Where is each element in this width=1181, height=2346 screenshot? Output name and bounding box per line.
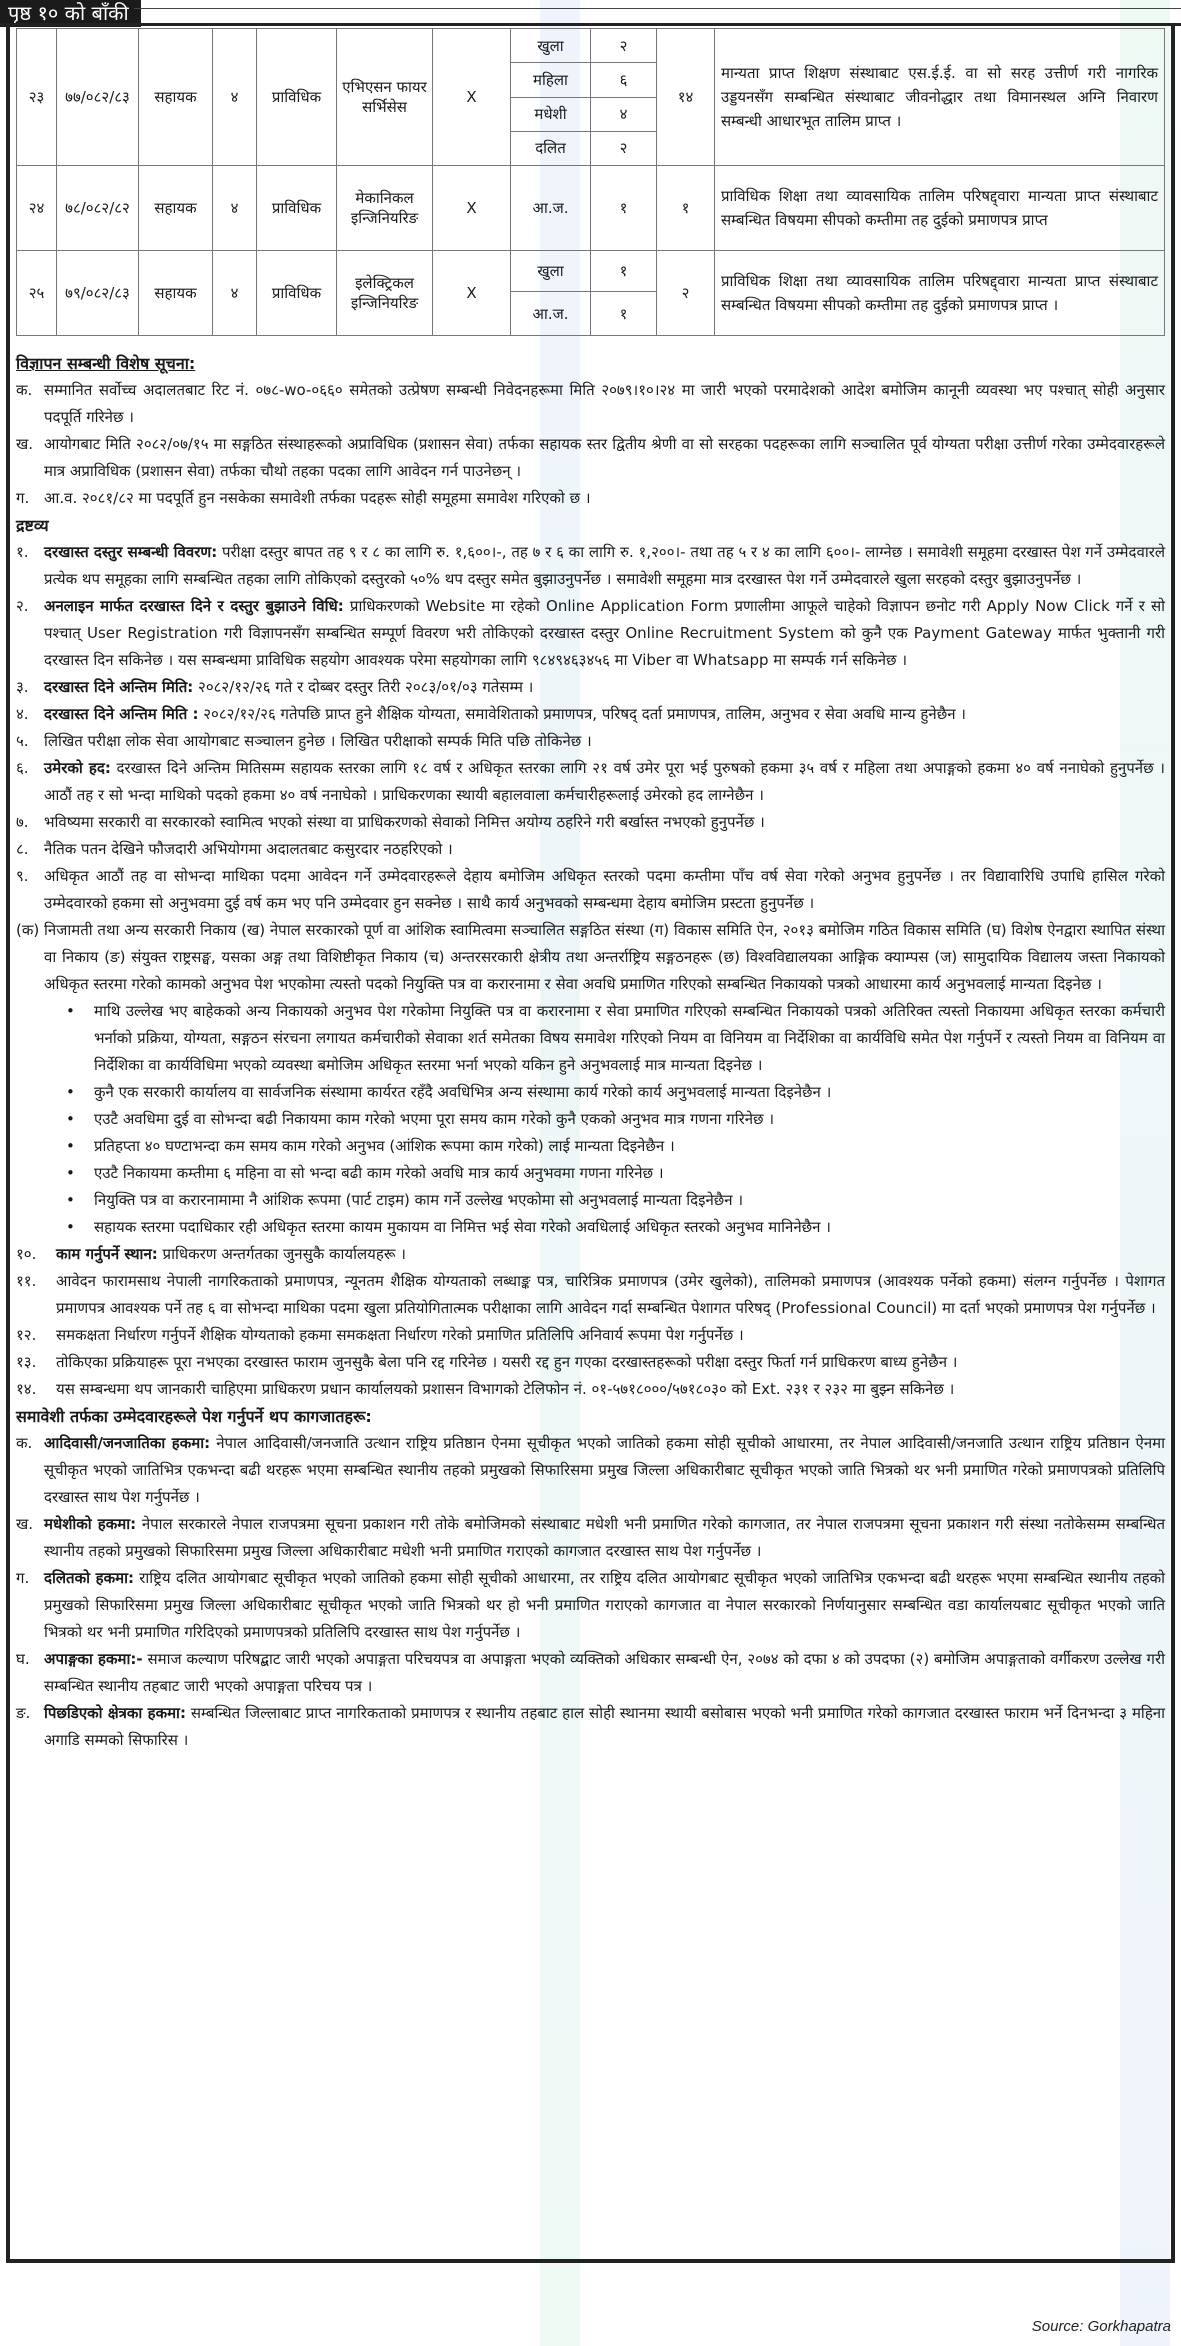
item-text: परीक्षा दस्तुर बापत तह ९ र ८ का लागि रु. १,६००।-, तह ७ र ६ का लागि रु. १,२००।- तथा तह ५ र ४ का लागि ६००।- लाग्नेछ । समावेशी समूहमा दरखास्त पेश गर्ने उम्मेदवारले प्रत्येक थप समूहका लागि सम्बन्धित तहका लागि तोकिएको दस्तुरको ५०% थप दस्तुर समेत बुझाउनुपर्नेछ । समावेशी समूहमा मात्र दरखास्त पेश गर्ने उम्मेदवारले खुला सरहको दस्तुर बुझाउनुपर्नेछ । [44,543,1166,588]
bullet-text: एउटै निकायमा कम्तीमा ६ महिना वा सो भन्दा बढी काम गरेको अवधि मात्र कार्य अनुभवमा गणना गरिनेछ । [94,1164,664,1182]
item-text: राष्ट्रिय दलित आयोगबाट सूचीकृत भएको जातिको हकमा सोही सूचीको आधारमा, तर राष्ट्रिय दलित आयोगबाट सूचीकृत भएको जातिभित्र एकभन्दा बढी थरहरू भएमा सम्बन्धित स्थानीय तहको प्रमुखको सिफारिसमा प्रमुख जिल्ला अधिकारीबाट सूचीकृत भएको जाति भित्रको थर हो भनी प्रमाणित गराएको कागजात वा नेपाल सरकारको निर्णयानुसार सम्बन्धित वडा कार्यालयबाट सूचीकृत भएको जाति भित्रको थर भनी प्रमाणित गरिदिएको प्रमाणपत्रको प्रतिलिपि दरखास्त साथ पेश गर्नुपर्नेछ । [44,1569,1165,1641]
item-number: १३. [16,1353,37,1371]
note-item [16,1322,1165,1349]
inclusive-doc-item [16,1430,1165,1511]
inclusive-doc-item [16,1565,1165,1646]
inclusive-doc-item [16,1511,1165,1565]
special-notice-item [16,377,1165,431]
bullet-icon: • [66,1002,75,1020]
note-item [16,863,1165,917]
item-label: मधेशीको हकमा: [44,1515,137,1533]
quota-category: दलित [511,131,591,165]
note-item [16,674,1165,701]
item-text: सम्बन्धित जिल्लाबाट प्राप्त नागरिकताको प्रमाणपत्र र स्थानीय तहबाट हाल सोही स्थानमा स्थायी बसोबास भएको भनी प्रमाणित गरेको कागजात दरखास्त फाराम भर्ने दिनभन्दा ३ महिना अगाडि सम्मको सिफारिस । [44,1704,1165,1749]
item-label: दलितको हकमा: [44,1569,134,1587]
quota-category: आ.ज. [511,166,591,251]
bullet-item [16,1106,1165,1133]
note-item [16,1349,1165,1376]
note-item [16,755,1165,809]
item-text: नेपाल सरकारले नेपाल राजपत्रमा सूचना प्रकाशन गरी तोके बमोजिमको संस्थाबाट मधेशी भनी प्रमाणित गरेको कागजात, तर नेपाल राजपत्रमा सूचना प्रकाशन गरी संस्था नतोकेसम्म सम्बन्धित स्थानीय तहको प्रमुखको सिफारिसमा प्रमुख जिल्ला अधिकारीबाट मधेशी भनी प्रमाणित गराएको कागजात दरखास्त साथ पेश गर्नुपर्नेछ । [44,1515,1165,1560]
inclusive-docs-heading: समावेशी तर्फका उम्मेदवारहरूले पेश गर्नुपर्ने थप कागजातहरू: [16,1407,372,1426]
item-text: लिखित परीक्षा लोक सेवा आयोगबाट सञ्चालन हुनेछ । लिखित परीक्षाको सम्पर्क मिति पछि तोकिनेछ । [44,732,592,750]
item-number: २. [16,597,29,615]
level-name: सहायक [139,29,213,166]
note-item [16,1241,1165,1268]
item-number: ११. [16,1272,37,1290]
total-posts: २ [657,251,715,336]
bullet-text: एउटै अवधिमा दुई वा सोभन्दा बढी निकायमा काम गरेको भएमा पूरा समय काम गरेको कुनै एकको अनुभव मात्र गणना गरिनेछ । [94,1110,775,1128]
note-item [16,1376,1165,1403]
special-notice-heading: विज्ञापन सम्बन्धी विशेष सूचना: [16,354,196,373]
advertisement-number: ७८/०८२/८२ [57,166,139,251]
subgroup: X [433,29,511,166]
table-row [17,251,1165,292]
group: इलेक्ट्रिकल इन्जिनियरिङ [337,251,433,336]
item-text: २०८२/१२/२६ गतेपछि प्राप्त हुने शैक्षिक योग्यता, समावेशिताको प्रमाणपत्र, परिषद् दर्ता प्रमाणपत्र, तालिम, अनुभव र सेवा अवधि मान्य हुनेछैन । [198,705,966,723]
bullet-icon: • [66,1083,75,1101]
group: मेकानिकल इन्जिनियरिङ [337,166,433,251]
item-number: क. [16,1434,33,1452]
item-number: ७. [16,813,29,831]
item-number: क. [16,381,33,399]
service: प्राविधिक [257,166,337,251]
service: प्राविधिक [257,251,337,336]
subgroup: X [433,251,511,336]
item-number: ६. [16,759,29,777]
item-text: दरखास्त दिने अन्तिम मितिसम्म सहायक स्तरका लागि १८ वर्ष र अधिकृत स्तरका लागि २१ वर्ष उमेर पूरा भई पुरुषको हकमा ३५ वर्ष र महिला तथा अपाङ्गको हकमा ४० वर्ष ननाघेको हुनुपर्नेछ । आठौं तह र सो भन्दा माथिको पदको हकमा ४० वर्ष ननाघेको । प्राधिकरणका स्थायी बहालवाला कर्मचारीहरूलाई उमेरको हद लाग्नेछैन । [44,759,1165,804]
notes-heading: द्रष्टव्य [16,516,49,535]
item-label: दरखास्त दस्तुर सम्बन्धी विवरण: [44,543,218,561]
inclusive-doc-item [16,1646,1165,1700]
item-text: समाज कल्याण परिषद्बाट जारी भएको अपाङ्गता परिचयपत्र वा अपाङ्गता भएको व्यक्तिको अधिकार सम्बन्धी ऐन, २०७४ को दफा ४ को उपदफा (२) बमोजिम अपाङ्गताको वर्गीकरण उल्लेख गरी सम्बन्धित स्थानीय तहबाट जारी भएको अपाङ्गता परिचय पत्र । [44,1650,1165,1695]
advertisement-number: ७९/०८२/८३ [57,251,139,336]
item-text: प्राधिकरणको Website मा रहेको Online Application Form प्रणालीमा आफूले चाहेको विज्ञापन छनोट गरी Apply Now Click गर्ने र सो पश्चात् User Registration गरी विज्ञापनसँग सम्बन्धित सम्पूर्ण विवरण भरी तोकिएको दरखास्त दस्तुर Online Recruitment System को कुनै एक Payment Gateway मार्फत भुक्तानी गरी दरखास्त दिन सकिनेछ । यस सम्बन्धमा प्राविधिक सहयोग आवश्यक परेमा सहयोगका लागि ९८४९४६३४५६ मा Viber वा Whatsapp मा सम्पर्क गर्न सकिनेछ । [44,597,1165,669]
notice-body [16,350,1165,1754]
bullet-text: प्रतिहप्ता ४० घण्टाभन्दा कम समय काम गरेको अनुभव (आंशिक रूपमा काम गरेको) लाई मान्यता दिइनेछैन । [94,1137,675,1155]
item-label: पिछडिएको क्षेत्रका हकमा: [44,1704,186,1722]
quota-category: खुला [511,29,591,63]
item-number: ९. [16,867,29,885]
quota-category: मधेशी [511,97,591,131]
item-number: ३. [16,678,29,696]
note-item [16,593,1165,674]
level: ४ [213,29,257,166]
group: एभिएसन फायर सर्भिसेस [337,29,433,166]
level-name: सहायक [139,251,213,336]
quota-category: महिला [511,63,591,97]
qualification: प्राविधिक शिक्षा तथा व्यावसायिक तालिम परिषद्द्वारा मान्यता प्राप्त संस्थाबाट सम्बन्धित विषयमा सीपको कम्तीमा तह दुईको प्रमाणपत्र प्राप्त [715,166,1165,251]
item-number: घ. [16,1650,30,1668]
note-item [16,701,1165,728]
item-text: नेपाल आदिवासी/जनजाति उत्थान राष्ट्रिय प्रतिष्ठान ऐनमा सूचीकृत भएको जातिको हकमा सोही सूचीको आधारमा, तर नेपाल आदिवासी/जनजाति उत्थान राष्ट्रिय प्रतिष्ठान ऐनमा सूचीकृत भएको जातिभित्र एकभन्दा बढी थरहरू भएमा सम्बन्धित स्थानीय तहको प्रमुखको सिफारिसमा प्रमुख जिल्ला अधिकारीबाट सूचीकृत भएको जाति भित्रको थर भनी प्रमाणित गरेको प्रमाणपत्रको प्रतिलिपि दरखास्त साथ पेश गर्नुपर्नेछ । [44,1434,1165,1506]
qualification: मान्यता प्राप्त शिक्षण संस्थाबाट एस.ई.ई. वा सो सरह उत्तीर्ण गरी नागरिक उड्डयनसँग सम्बन्धित संस्थाबाट जीवनोद्धार तथा विमानस्थल अग्नि निवारण सम्बन्धी आधारभूत तालिम प्राप्त । [715,29,1165,166]
bullet-item [16,1133,1165,1160]
serial-number: २४ [17,166,57,251]
quota-count: १ [591,292,657,336]
table-row [17,29,1165,63]
item-number: १२. [16,1326,37,1344]
item-text: समकक्षता निर्धारण गर्नुपर्ने शैक्षिक योग्यताको हकमा समकक्षता निर्धारण गरेको प्रमाणित प्रतिलिपि अनिवार्य रूपमा पेश गर्नुपर्नेछ । [56,1326,744,1344]
subgroup: X [433,166,511,251]
item-text: प्राधिकरण अन्तर्गतका जुनसुकै कार्यालयहरू । [157,1245,406,1263]
item-label: अनलाइन मार्फत दरखास्त दिने र दस्तुर बुझाउने विधि: [44,597,344,615]
quota-count: २ [591,29,657,63]
note-item [16,809,1165,836]
special-notice-item [16,485,1165,512]
bullet-item [16,1079,1165,1106]
note-item [16,728,1165,755]
source-credit: Source: Gorkhapatra [1031,2318,1171,2335]
advertisement-number: ७७/०८२/८३ [57,29,139,166]
item-number: १. [16,543,29,561]
item-text: आ.व. २०८१/८२ मा पदपूर्ति हुन नसकेका समावेशी तर्फका पदहरू सोही समूहमा समावेश गरिएको छ । [44,489,591,507]
item-text: अधिकृत आठौं तह वा सोभन्दा माथिका पदमा आवेदन गर्ने उम्मेदवारहरूले देहाय बमोजिम अधिकृत स्तरको पदमा कम्तीमा पाँच वर्ष सेवा गरेको अनुभव हुनुपर्नेछ । तर विद्यावारिधि उपाधि हासिल गरेको उम्मेदवारको हकमा सो अनुभवमा दुई वर्ष कम भए पनि उम्मेदवार हुन सक्नेछ । साथै कार्य अनुभवको सम्बन्धमा देहाय बमोजिम प्रस्टता हुनुपर्नेछ । [44,867,1165,912]
bullet-icon: • [66,1191,75,1209]
item-number: ङ. [16,1704,31,1722]
inclusive-doc-item [16,1700,1165,1754]
item-number: ख. [16,435,34,453]
item-text: सम्मानित सर्वोच्च अदालतबाट रिट नं. ०७८-wo-०६६० समेतको उत्प्रेषण सम्बन्धी निवेदनहरूमा मिति २०७९।१०।२४ मा जारी भएको परमादेशको आदेश बमोजिम कानूनी व्यवस्था भए पश्चात् सोही अनुसार पदपूर्ति गरिनेछ । [44,381,1165,426]
vacancy-table [16,28,1165,336]
item-number: १०. [16,1245,37,1263]
note-item [16,836,1165,863]
serial-number: २३ [17,29,57,166]
item-label: उमेरको हद: [44,759,111,777]
level: ४ [213,166,257,251]
quota-count: १ [591,166,657,251]
table-row [17,166,1165,251]
item-label: दरखास्त दिने अन्तिम मिति: [44,678,194,696]
item-text: तोकिएका प्रक्रियाहरू पूरा नभएका दरखास्त फाराम जुनसुकै बेला पनि रद्द गरिनेछ । यसरी रद्द हुन गएका दरखास्तहरूको परीक्षा दस्तुर फिर्ता गर्न प्राधिकरण बाध्य हुनेछैन । [56,1353,958,1371]
total-posts: १ [657,166,715,251]
item-label: अपाङ्गका हकमा:- [44,1650,143,1668]
item-text: यस सम्बन्धमा थप जानकारी चाहिएमा प्राधिकरण प्रधान कार्यालयको प्रशासन विभागको टेलिफोन नं. ०१-५७१८०००/५७१८०३० को Ext. २३१ र २३२ मा बुझ्न सकिनेछ । [56,1380,955,1398]
bullet-icon: • [66,1110,75,1128]
bullet-item [16,1214,1165,1241]
service: प्राविधिक [257,29,337,166]
item-number: ५. [16,732,29,750]
quota-count: ६ [591,63,657,97]
item-text: २०८२/१२/२६ गते र दोब्बर दस्तुर तिरी २०८३/०१/०३ गतेसम्म । [193,678,534,696]
experience-bodies-paragraph: (क) निजामती तथा अन्य सरकारी निकाय (ख) नेपाल सरकारको पूर्ण वा आंशिक स्वामित्वमा सञ्चालित सङ्गठित संस्था (ग) विकास समिति ऐन, २०१३ बमोजिम गठित विकास समिति (घ) विशेष ऐनद्वारा स्थापित संस्था वा निकाय (ङ) संयुक्त राष्ट्रसङ्घ, यसका अङ्ग तथा विशिष्टीकृत निकाय (च) अन्तरसरकारी क्षेत्रीय तथा अन्तर्राष्ट्रिय सङ्गठनहरू (छ) विश्वविद्यालयका आङ्गिक क्याम्पस (ज) सामुदायिक विद्यालय जस्ता निकायको अधिकृत स्तरमा गरेको कामको अनुभव पेश भएकोमा त्यस्तो पदको नियुक्ति पत्र वा करारनामा र सेवा अवधि प्रमाणित गरिएको सम्बन्धित निकायको पत्रको आधारमा कार्य अनुभवलाई मान्यता दिइनेछ । [16,921,1165,993]
bullet-text: नियुक्ति पत्र वा करारनामामा नै आंशिक रूपमा (पार्ट टाइम) काम गर्ने उल्लेख भएकोमा सो अनुभवलाई मान्यता दिइनेछैन । [94,1191,744,1209]
item-text: नैतिक पतन देखिने फौजदारी अभियोगमा अदालतबाट कसुरदार नठहरिएको । [44,840,453,858]
quota-count: १ [591,251,657,292]
item-label: काम गर्नुपर्ने स्थान: [56,1245,158,1263]
total-posts: १४ [657,29,715,166]
page-continuation-tab: पृष्ठ १० को बाँकी [0,0,141,27]
bullet-text: माथि उल्लेख भए बाहेकको अन्य निकायको अनुभव पेश गरेकोमा नियुक्ति पत्र वा करारनामा र सेवा प्रमाणित गरिएको सम्बन्धित निकायको पत्रको अतिरिक्त त्यस्तो निकायमा अधिकृत स्तरका कर्मचारी भर्नाको प्रक्रिया, योग्यता, सङ्गठन संरचना लगायत कर्मचारीको सेवाका शर्त समेतका विषय समावेश गरिएको नियम वा विनियम वा निर्देशिका वा कार्यविधि समेत पेश गर्नुपर्ने र त्यस्तो नियम वा विनियम वा निर्देशिका वा कार्यविधिमा भएको व्यवस्था बमोजिम अधिकृत स्तरमा भर्ना भएको यकिन हुने अनुभवलाई मात्र मान्यता दिइनेछ । [94,1002,1165,1074]
level: ४ [213,251,257,336]
bullet-text: कुनै एक सरकारी कार्यालय वा सार्वजनिक संस्थामा कार्यरत रहँदै अवधिभित्र अन्य संस्थामा कार्य गरेको कार्य अनुभवलाई मान्यता दिइनेछैन । [94,1083,832,1101]
bullet-item [16,998,1165,1079]
item-text: आवेदन फारामसाथ नेपाली नागरिकताको प्रमाणपत्र, न्यूनतम शैक्षिक योग्यताको लब्धाङ्क पत्र, चारित्रिक प्रमाणपत्र (उमेर खुलेको), तालिमको प्रमाणपत्र (आवश्यक पर्नेको हकमा) संलग्न गर्नुपर्नेछ । पेशागत प्रमाणपत्र आवश्यक पर्ने तह ६ वा सोभन्दा माथिका पदमा खुला प्रतियोगितात्मक परीक्षाका लागि आवेदन गर्दा सम्बन्धित पेशागत परिषद् (Professional Council) मा दर्ता भएको प्रमाणपत्र पेश गर्नुपर्नेछ । [56,1272,1165,1317]
qualification: प्राविधिक शिक्षा तथा व्यावसायिक तालिम परिषद्द्वारा मान्यता प्राप्त संस्थाबाट सम्बन्धित विषयमा सीपको कम्तीमा तह दुईको प्रमाणपत्र प्राप्त । [715,251,1165,336]
item-text: भविष्यमा सरकारी वा सरकारको स्वामित्व भएको संस्था वा प्राधिकरणको सेवाको निमित्त अयोग्य ठहरिने गरी बर्खास्त नभएको हुनुपर्नेछ । [44,813,765,831]
item-label: आदिवासी/जनजातिका हकमा: [44,1434,211,1452]
quota-category: खुला [511,251,591,292]
item-text: आयोगबाट मिति २०८२/०७/१५ मा सङ्गठित संस्थाहरूको अप्राविधिक (प्रशासन सेवा) तर्फका सहायक स्तर द्वितीय श्रेणी वा सो सरहका पदहरूका लागि सञ्चालित पूर्व योग्यता परीक्षा उत्तीर्ण गरेका उम्मेदवारहरूले मात्र अप्राविधिक (प्रशासन सेवा) तर्फका चौथो तहका पदका लागि आवेदन गर्न पाउनेछन् । [44,435,1165,480]
item-label: दरखास्त दिने अन्तिम मिति : [44,705,199,723]
bullet-icon: • [66,1137,75,1155]
special-notice-item [16,431,1165,485]
item-number: ८. [16,840,29,858]
bullet-icon: • [66,1218,75,1236]
bullet-item [16,1160,1165,1187]
item-number: ख. [16,1515,34,1533]
serial-number: २५ [17,251,57,336]
note-item [16,539,1165,593]
item-number: १४. [16,1380,37,1398]
item-number: ग. [16,489,30,507]
note-item [16,1268,1165,1322]
bullet-icon: • [66,1164,75,1182]
item-number: ४. [16,705,29,723]
bullet-item [16,1187,1165,1214]
quota-count: २ [591,131,657,165]
quota-count: ४ [591,97,657,131]
bullet-text: सहायक स्तरमा पदाधिकार रही अधिकृत स्तरमा कायम मुकायम वा निमित्त भई सेवा गरेको अवधिलाई अधिकृत स्तरको अनुभव मानिनेछैन । [94,1218,831,1236]
item-number: ग. [16,1569,30,1587]
quota-category: आ.ज. [511,292,591,336]
top-rule [134,8,1181,9]
level-name: सहायक [139,166,213,251]
